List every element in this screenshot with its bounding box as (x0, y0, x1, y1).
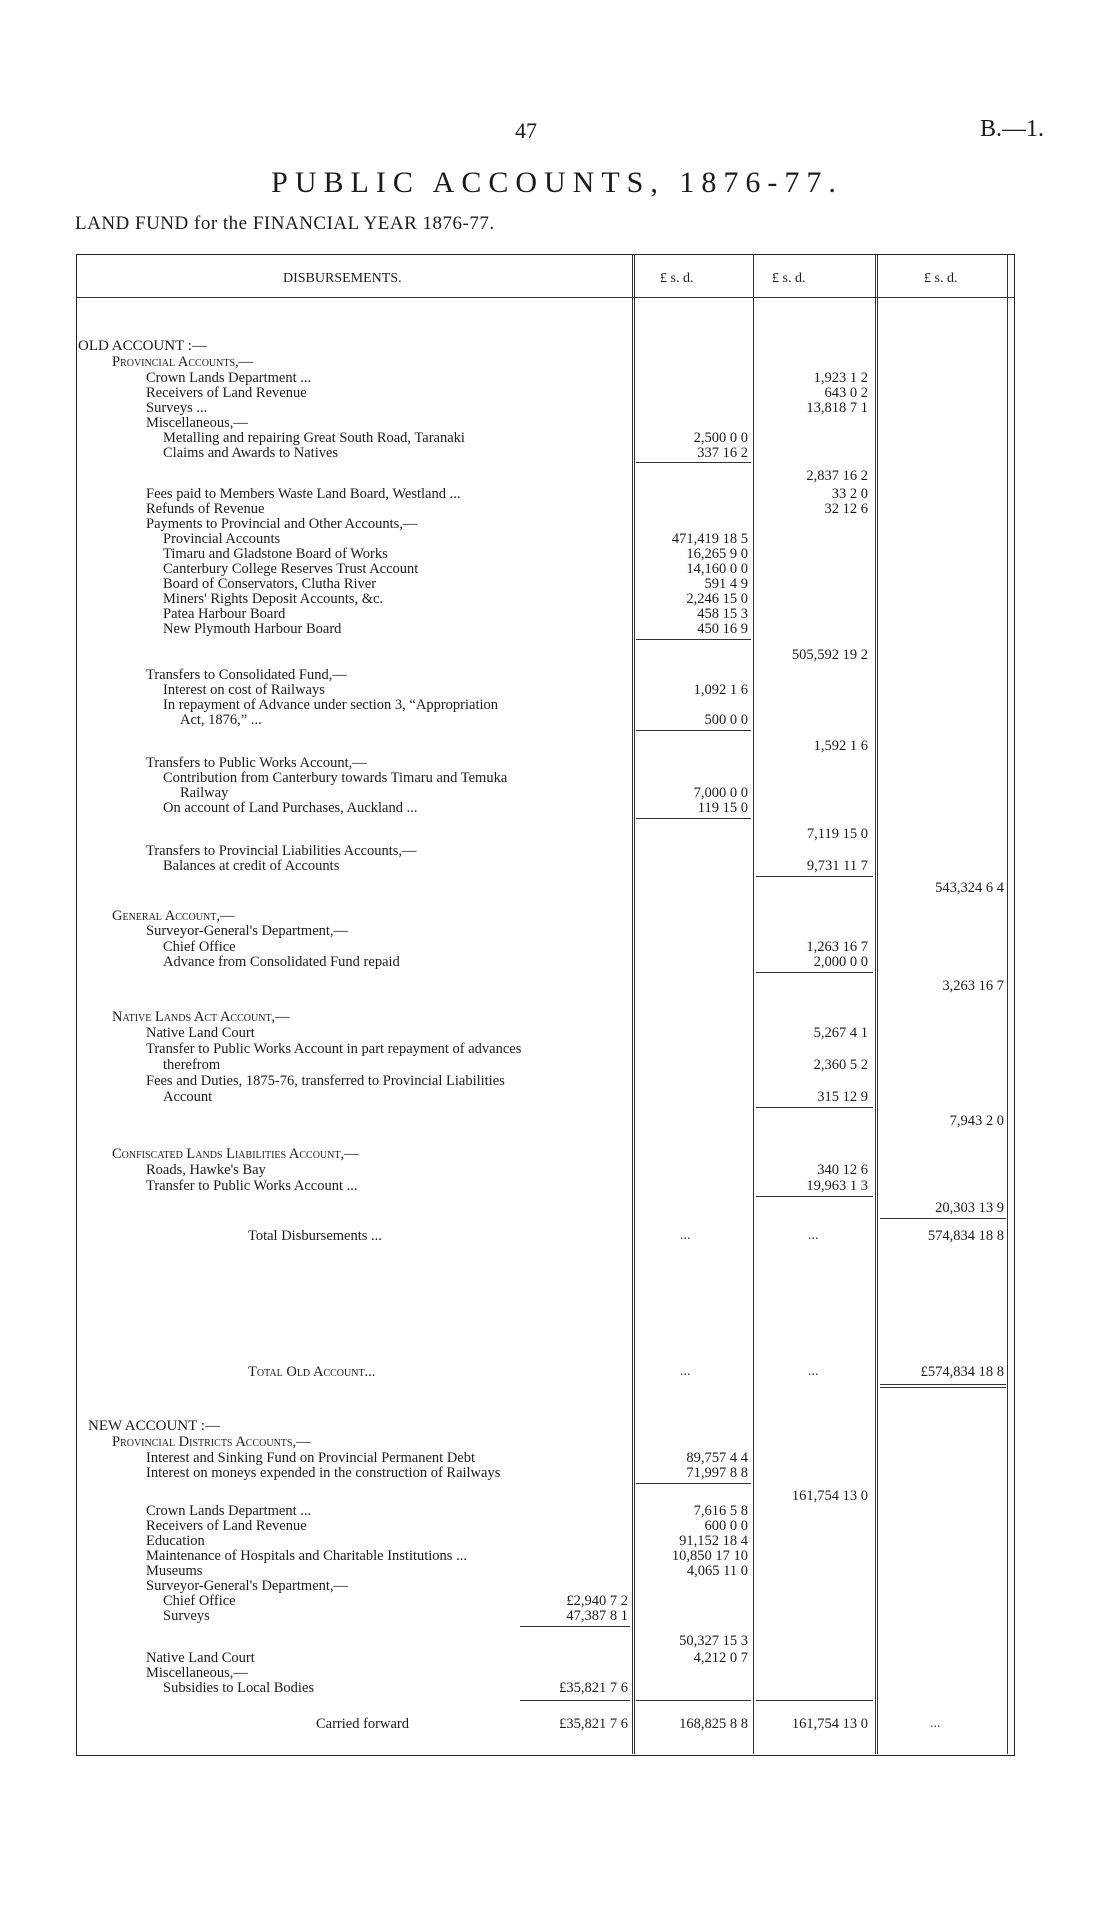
land-purchases-amount: 119 15 0 (697, 800, 748, 816)
carried-forward-col-2: 161,754 13 0 (791, 1716, 868, 1732)
old-account-heading: OLD ACCOUNT :— (78, 338, 207, 354)
balances-label: Balances at credit of Accounts (163, 858, 340, 874)
repayment-amount: 500 0 0 (704, 712, 748, 728)
new-plymouth-label: New Plymouth Harbour Board (163, 621, 342, 637)
misc-total: 2,837 16 2 (806, 468, 868, 484)
contribution-amount: 7,000 0 0 (693, 785, 748, 801)
document-reference: B.—1. (980, 116, 1045, 142)
total-disbursements-label: Total Disbursements ... (248, 1228, 382, 1244)
new-interest-rail-label: Interest on moneys expended in the construction of Railways (146, 1465, 501, 1481)
claims-label: Claims and Awards to Natives (163, 445, 339, 461)
ellipsis: ... (680, 1364, 691, 1379)
crown-lands-label: Crown Lands Department ... (146, 370, 312, 386)
pw-total: 7,119 15 0 (806, 826, 868, 842)
balances-amount: 9,731 11 7 (806, 858, 868, 874)
patea-amount: 458 15 3 (697, 606, 748, 622)
hospitals-amount: 10,850 17 10 (671, 1548, 748, 1564)
native-lands-heading: Native Lands Act Account,— (112, 1009, 290, 1025)
sum-rule (756, 972, 873, 973)
sum-rule (880, 1218, 1006, 1219)
total-old-account-amount: £574,834 18 8 (920, 1364, 1004, 1380)
transfer-pw-label-1: Transfer to Public Works Account in part repayment of advances (146, 1041, 522, 1057)
interest-rail-label: Interest on cost of Railways (163, 682, 325, 698)
hospitals-label: Maintenance of Hospitals and Charitable Institutions ... (146, 1548, 467, 1564)
sum-rule (636, 1483, 751, 1484)
double-rule (880, 1387, 1006, 1388)
sum-rule (756, 876, 873, 877)
new-surveys-label: Surveys (163, 1608, 210, 1624)
total-old-account-label: Total Old Account... (248, 1364, 376, 1380)
new-surveyor-label: Surveyor-General's Department,— (146, 1578, 349, 1594)
metalling-label: Metalling and repairing Great South Road, Taranaki (163, 430, 465, 446)
sinking-amount: 89,757 4 4 (686, 1450, 748, 1466)
general-heading: General Account,— (112, 908, 235, 924)
repayment-label-2: Act, 1876,” ... (180, 712, 262, 728)
prov-accounts-label: Provincial Accounts (163, 531, 281, 547)
transfer-pw-amount: 2,360 5 2 (813, 1057, 868, 1073)
sum-rule (756, 1196, 873, 1197)
transfers-prov-label: Transfers to Provincial Liabilities Accounts,— (146, 843, 417, 859)
museums-label: Museums (146, 1563, 203, 1579)
prov-districts-heading: Provincial Districts Accounts,— (112, 1434, 311, 1450)
header-disbursements: DISBURSEMENTS. (283, 271, 402, 286)
subsidies-label: Subsidies to Local Bodies (163, 1680, 315, 1696)
fees-duties-label-1: Fees and Duties, 1875-76, transferred to Provincial Liabilities (146, 1073, 505, 1089)
advance-label: Advance from Consolidated Fund repaid (163, 954, 400, 970)
carried-forward-label: Carried forward (316, 1716, 409, 1732)
new-crown-lands-label: Crown Lands Department ... (146, 1503, 312, 1519)
transfer-pw-label-2: therefrom (163, 1057, 221, 1073)
chief-office-amount: 1,263 16 7 (806, 939, 868, 955)
header-rule (76, 297, 1015, 298)
total-disbursements-amount: 574,834 18 8 (927, 1228, 1004, 1244)
surveys-label: Surveys ... (146, 400, 208, 416)
confiscated-total: 20,303 13 9 (935, 1200, 1004, 1216)
surveyor-general-label: Surveyor-General's Department,— (146, 923, 349, 939)
double-rule (880, 1384, 1006, 1385)
advance-amount: 2,000 0 0 (813, 954, 868, 970)
miners-label: Miners' Rights Deposit Accounts, &c. (163, 591, 384, 607)
col-rule (753, 254, 754, 1754)
new-chief-office-label: Chief Office (163, 1593, 236, 1609)
contribution-label-1: Contribution from Canterbury towards Timaru and Temuka (163, 770, 508, 786)
provincial-grand-total: 543,324 6 4 (935, 880, 1004, 896)
sum-rule (756, 1107, 873, 1108)
col-rule (632, 254, 633, 1754)
new-account-heading: NEW ACCOUNT :— (88, 1418, 220, 1434)
native-total: 7,943 2 0 (949, 1113, 1004, 1129)
land-purchases-label: On account of Land Purchases, Auckland ... (163, 800, 418, 816)
education-amount: 91,152 18 4 (679, 1533, 748, 1549)
claims-amount: 337 16 2 (697, 445, 748, 461)
crown-lands-amount: 1,923 1 2 (813, 370, 868, 386)
ellipsis: ... (808, 1364, 819, 1379)
timaru-amount: 16,265 9 0 (686, 546, 748, 562)
page-subtitle: LAND FUND for the FINANCIAL YEAR 1876-77. (75, 213, 495, 234)
carried-forward-col-1: 168,825 8 8 (679, 1716, 748, 1732)
col-rule (875, 254, 876, 1754)
fees-members-amount: 33 2 0 (831, 486, 868, 502)
patea-label: Patea Harbour Board (163, 606, 286, 622)
subsidies-amount: £35,821 7 6 (559, 1680, 628, 1696)
sum-rule (520, 1626, 630, 1627)
new-native-court-amount: 4,212 0 7 (693, 1650, 748, 1666)
sum-rule (520, 1700, 630, 1701)
refunds-amount: 32 12 6 (824, 501, 868, 517)
museums-amount: 4,065 11 0 (686, 1563, 748, 1579)
transfers-cons-label: Transfers to Consolidated Fund,— (146, 667, 347, 683)
canterbury-label: Canterbury College Reserves Trust Account (163, 561, 419, 577)
contribution-label-2: Railway (180, 785, 229, 801)
sum-rule (636, 462, 751, 463)
surveyor-total: 50,327 15 3 (679, 1633, 748, 1649)
fees-duties-label-2: Account (163, 1089, 213, 1105)
native-court-label: Native Land Court (146, 1025, 255, 1041)
canterbury-amount: 14,160 0 0 (686, 561, 748, 577)
new-receivers-amount: 600 0 0 (704, 1518, 748, 1534)
col-rule (877, 254, 878, 1754)
header-col-2: £ s. d. (772, 271, 806, 286)
misc-label: Miscellaneous,— (146, 415, 248, 431)
ellipsis: ... (680, 1228, 691, 1243)
provincial-heading: Provincial Accounts,— (112, 354, 254, 370)
miners-amount: 2,246 15 0 (686, 591, 748, 607)
confiscated-heading: Confiscated Lands Liabilities Account,— (112, 1146, 359, 1162)
new-chief-office-amount: £2,940 7 2 (566, 1593, 628, 1609)
new-subtotal: 161,754 13 0 (791, 1488, 868, 1504)
new-surveys-amount: 47,387 8 1 (566, 1608, 628, 1624)
sum-rule (636, 730, 751, 731)
new-interest-rail-amount: 71,997 8 8 (686, 1465, 748, 1481)
education-label: Education (146, 1533, 205, 1549)
general-total: 3,263 16 7 (942, 978, 1004, 994)
refunds-label: Refunds of Revenue (146, 501, 265, 517)
timaru-label: Timaru and Gladstone Board of Works (163, 546, 388, 562)
sum-rule (636, 818, 751, 819)
sum-rule (636, 1700, 751, 1701)
header-col-1: £ s. d. (660, 271, 694, 286)
metalling-amount: 2,500 0 0 (693, 430, 748, 446)
repayment-label-1: In repayment of Advance under section 3, “Appropriation (163, 697, 499, 713)
col-rule (634, 254, 635, 1754)
new-crown-lands-amount: 7,616 5 8 (693, 1503, 748, 1519)
receivers-label: Receivers of Land Revenue (146, 385, 307, 401)
new-native-court-label: Native Land Court (146, 1650, 255, 1666)
cons-total: 1,592 1 6 (813, 738, 868, 754)
native-court-amount: 5,267 4 1 (813, 1025, 868, 1041)
roads-label: Roads, Hawke's Bay (146, 1162, 266, 1178)
sum-rule (636, 639, 751, 640)
transfers-pw-label: Transfers to Public Works Account,— (146, 755, 367, 771)
sum-rule (756, 1700, 873, 1701)
header-col-3: £ s. d. (924, 271, 958, 286)
transfer-pw-conf-label: Transfer to Public Works Account ... (146, 1178, 358, 1194)
new-plymouth-amount: 450 16 9 (697, 621, 748, 637)
roads-amount: 340 12 6 (817, 1162, 868, 1178)
fees-members-label: Fees paid to Members Waste Land Board, Westland ... (146, 486, 461, 502)
ellipsis: ... (808, 1228, 819, 1243)
carried-forward-inner: £35,821 7 6 (559, 1716, 628, 1732)
ellipsis: ... (930, 1716, 941, 1731)
col-rule (1007, 254, 1008, 1754)
fees-duties-amount: 315 12 9 (817, 1089, 868, 1105)
receivers-amount: 643 0 2 (824, 385, 868, 401)
new-receivers-label: Receivers of Land Revenue (146, 1518, 307, 1534)
sinking-label: Interest and Sinking Fund on Provincial Permanent Debt (146, 1450, 476, 1466)
page-title: PUBLIC ACCOUNTS, 1876-77. (271, 166, 843, 199)
chief-office-label: Chief Office (163, 939, 236, 955)
payments-label: Payments to Provincial and Other Accounts,— (146, 516, 418, 532)
clutha-label: Board of Conservators, Clutha River (163, 576, 377, 592)
clutha-amount: 591 4 9 (704, 576, 748, 592)
new-misc-label: Miscellaneous,— (146, 1665, 248, 1681)
interest-rail-amount: 1,092 1 6 (693, 682, 748, 698)
transfer-pw-conf-amount: 19,963 1 3 (806, 1178, 868, 1194)
prov-accounts-amount: 471,419 18 5 (671, 531, 748, 547)
page-number: 47 (515, 118, 537, 143)
surveys-amount: 13,818 7 1 (806, 400, 868, 416)
payments-total: 505,592 19 2 (791, 647, 868, 663)
